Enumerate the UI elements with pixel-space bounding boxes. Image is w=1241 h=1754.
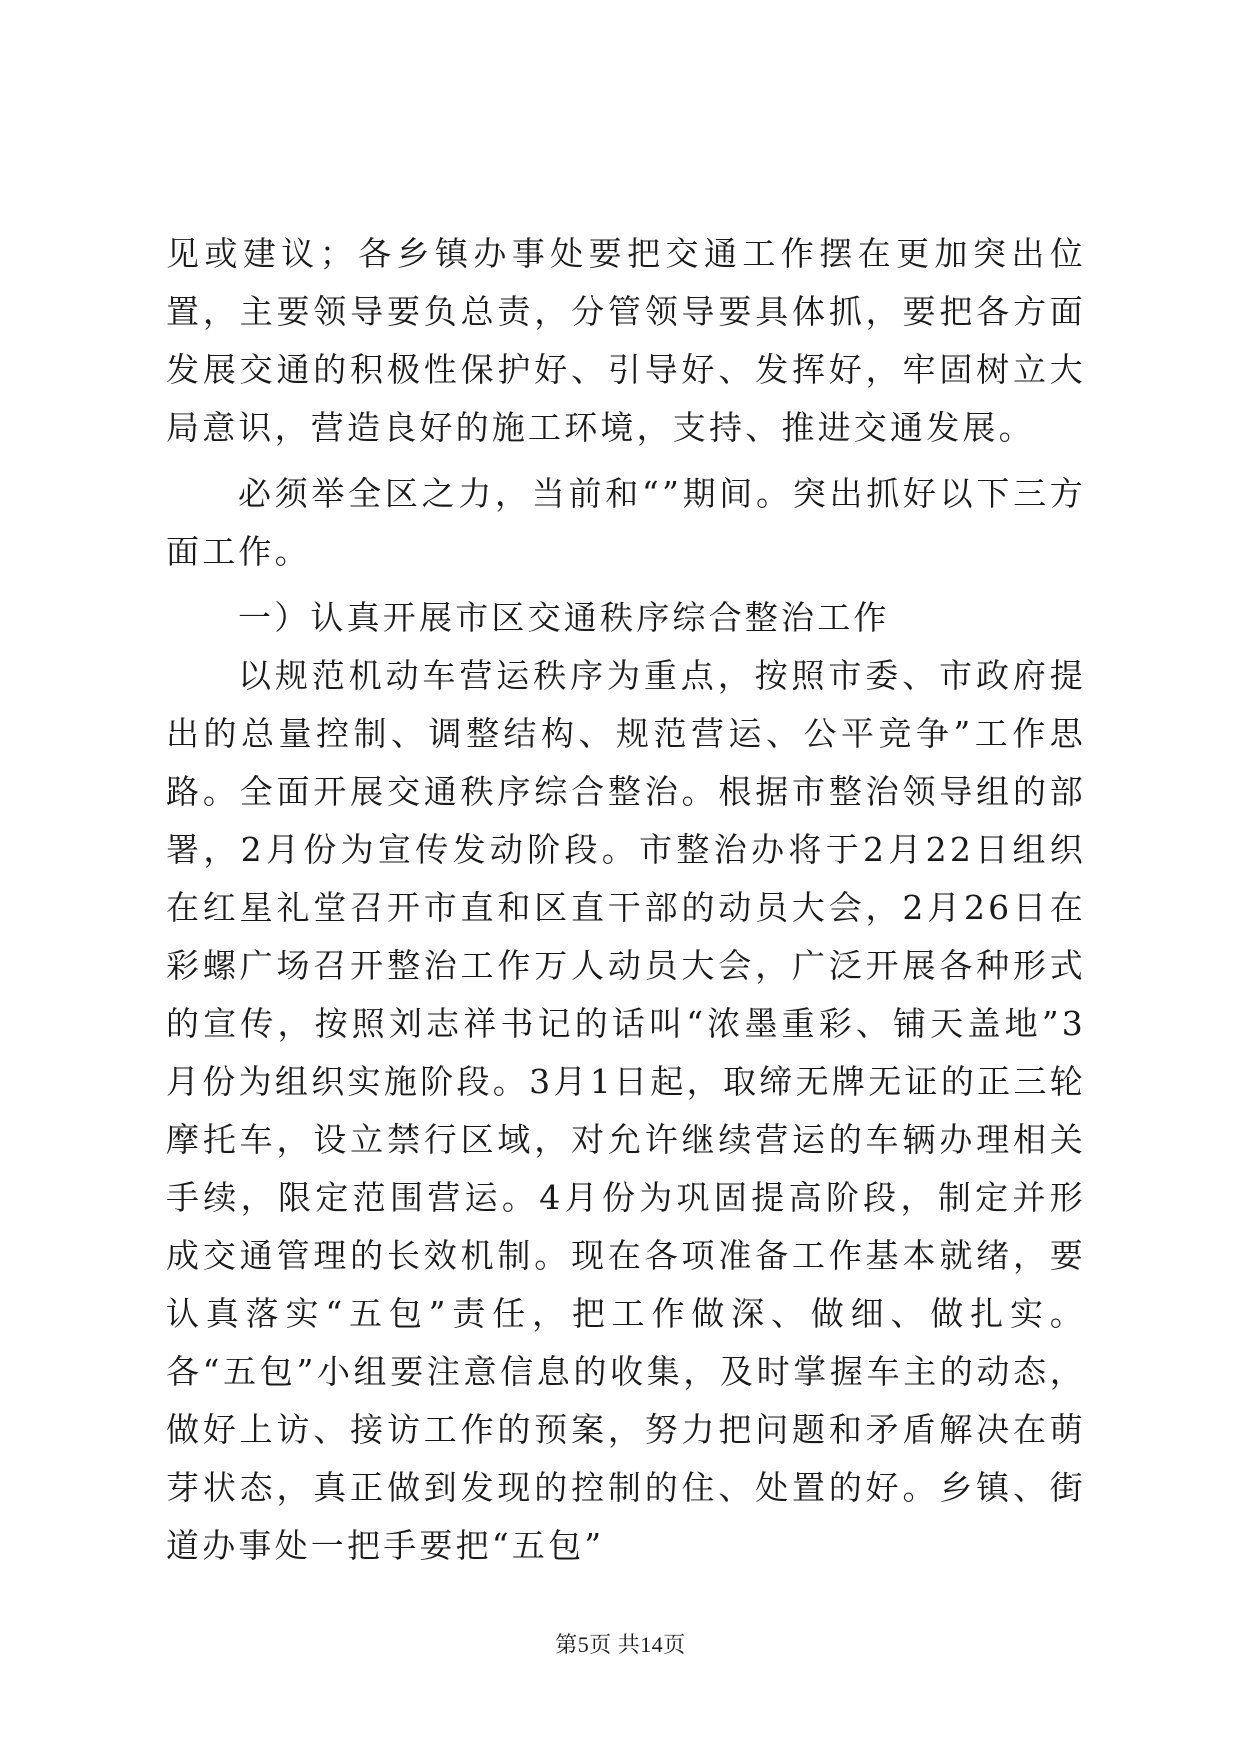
page-footer: 第5页 共14页 — [555, 1632, 686, 1657]
section-heading: 一）认真开展市区交通秩序综合整治工作 — [238, 598, 890, 637]
paragraph-intro: 必须举全区之力，当前和“”期间。突出抓好以下三方面工作。 — [166, 474, 1086, 571]
paragraph-continuation: 见或建议；各乡镇办事处要把交通工作摆在更加突出位置，主要领导要负总责，分管领导要具体抓，要把各方面发展交通的积极性保护好、引导好、发挥好，牢固树立大局意识，营造良好的施工环境，支持、推进交通发展。 — [166, 234, 1086, 447]
paragraph-body: 以规范机动车营运秩序为重点，按照市委、市政府提出的总量控制、调整结构、规范营运、公平竞争”工作思路。全面开展交通秩序综合整治。根据市整治领导组的部署，2月份为宣传发动阶段。市整治办将于2月22日组织在红星礼堂召开市直和区直干部的动员大会，2月26日在彩螺广场召开整治工作万人动员大会，广泛开展各种形式的宣传，按照刘志祥书记的话叫“浓墨重彩、铺天盖地”3月份为组织实施阶段。3月1日起，取缔无牌无证的正三轮摩托车，设立禁行区域，对允许继续营运的车辆办理相关手续，限定范围营运。4月份为巩固提高阶段，制定并形成交通管理的长效机制。现在各项准备工作基本就绪，要认真落实“五包”责任，把工作做深、做细、做扎实。各“五包”小组要注意信息的收集，及时掌握车主的动态，做好上访、接访工作的预案，努力把问题和矛盾解决在萌芽状态，真正做到发现的控制的住、处置的好。乡镇、街道办事处一把手要把“五包” — [166, 656, 1086, 1565]
document-body — [166, 225, 1086, 1575]
